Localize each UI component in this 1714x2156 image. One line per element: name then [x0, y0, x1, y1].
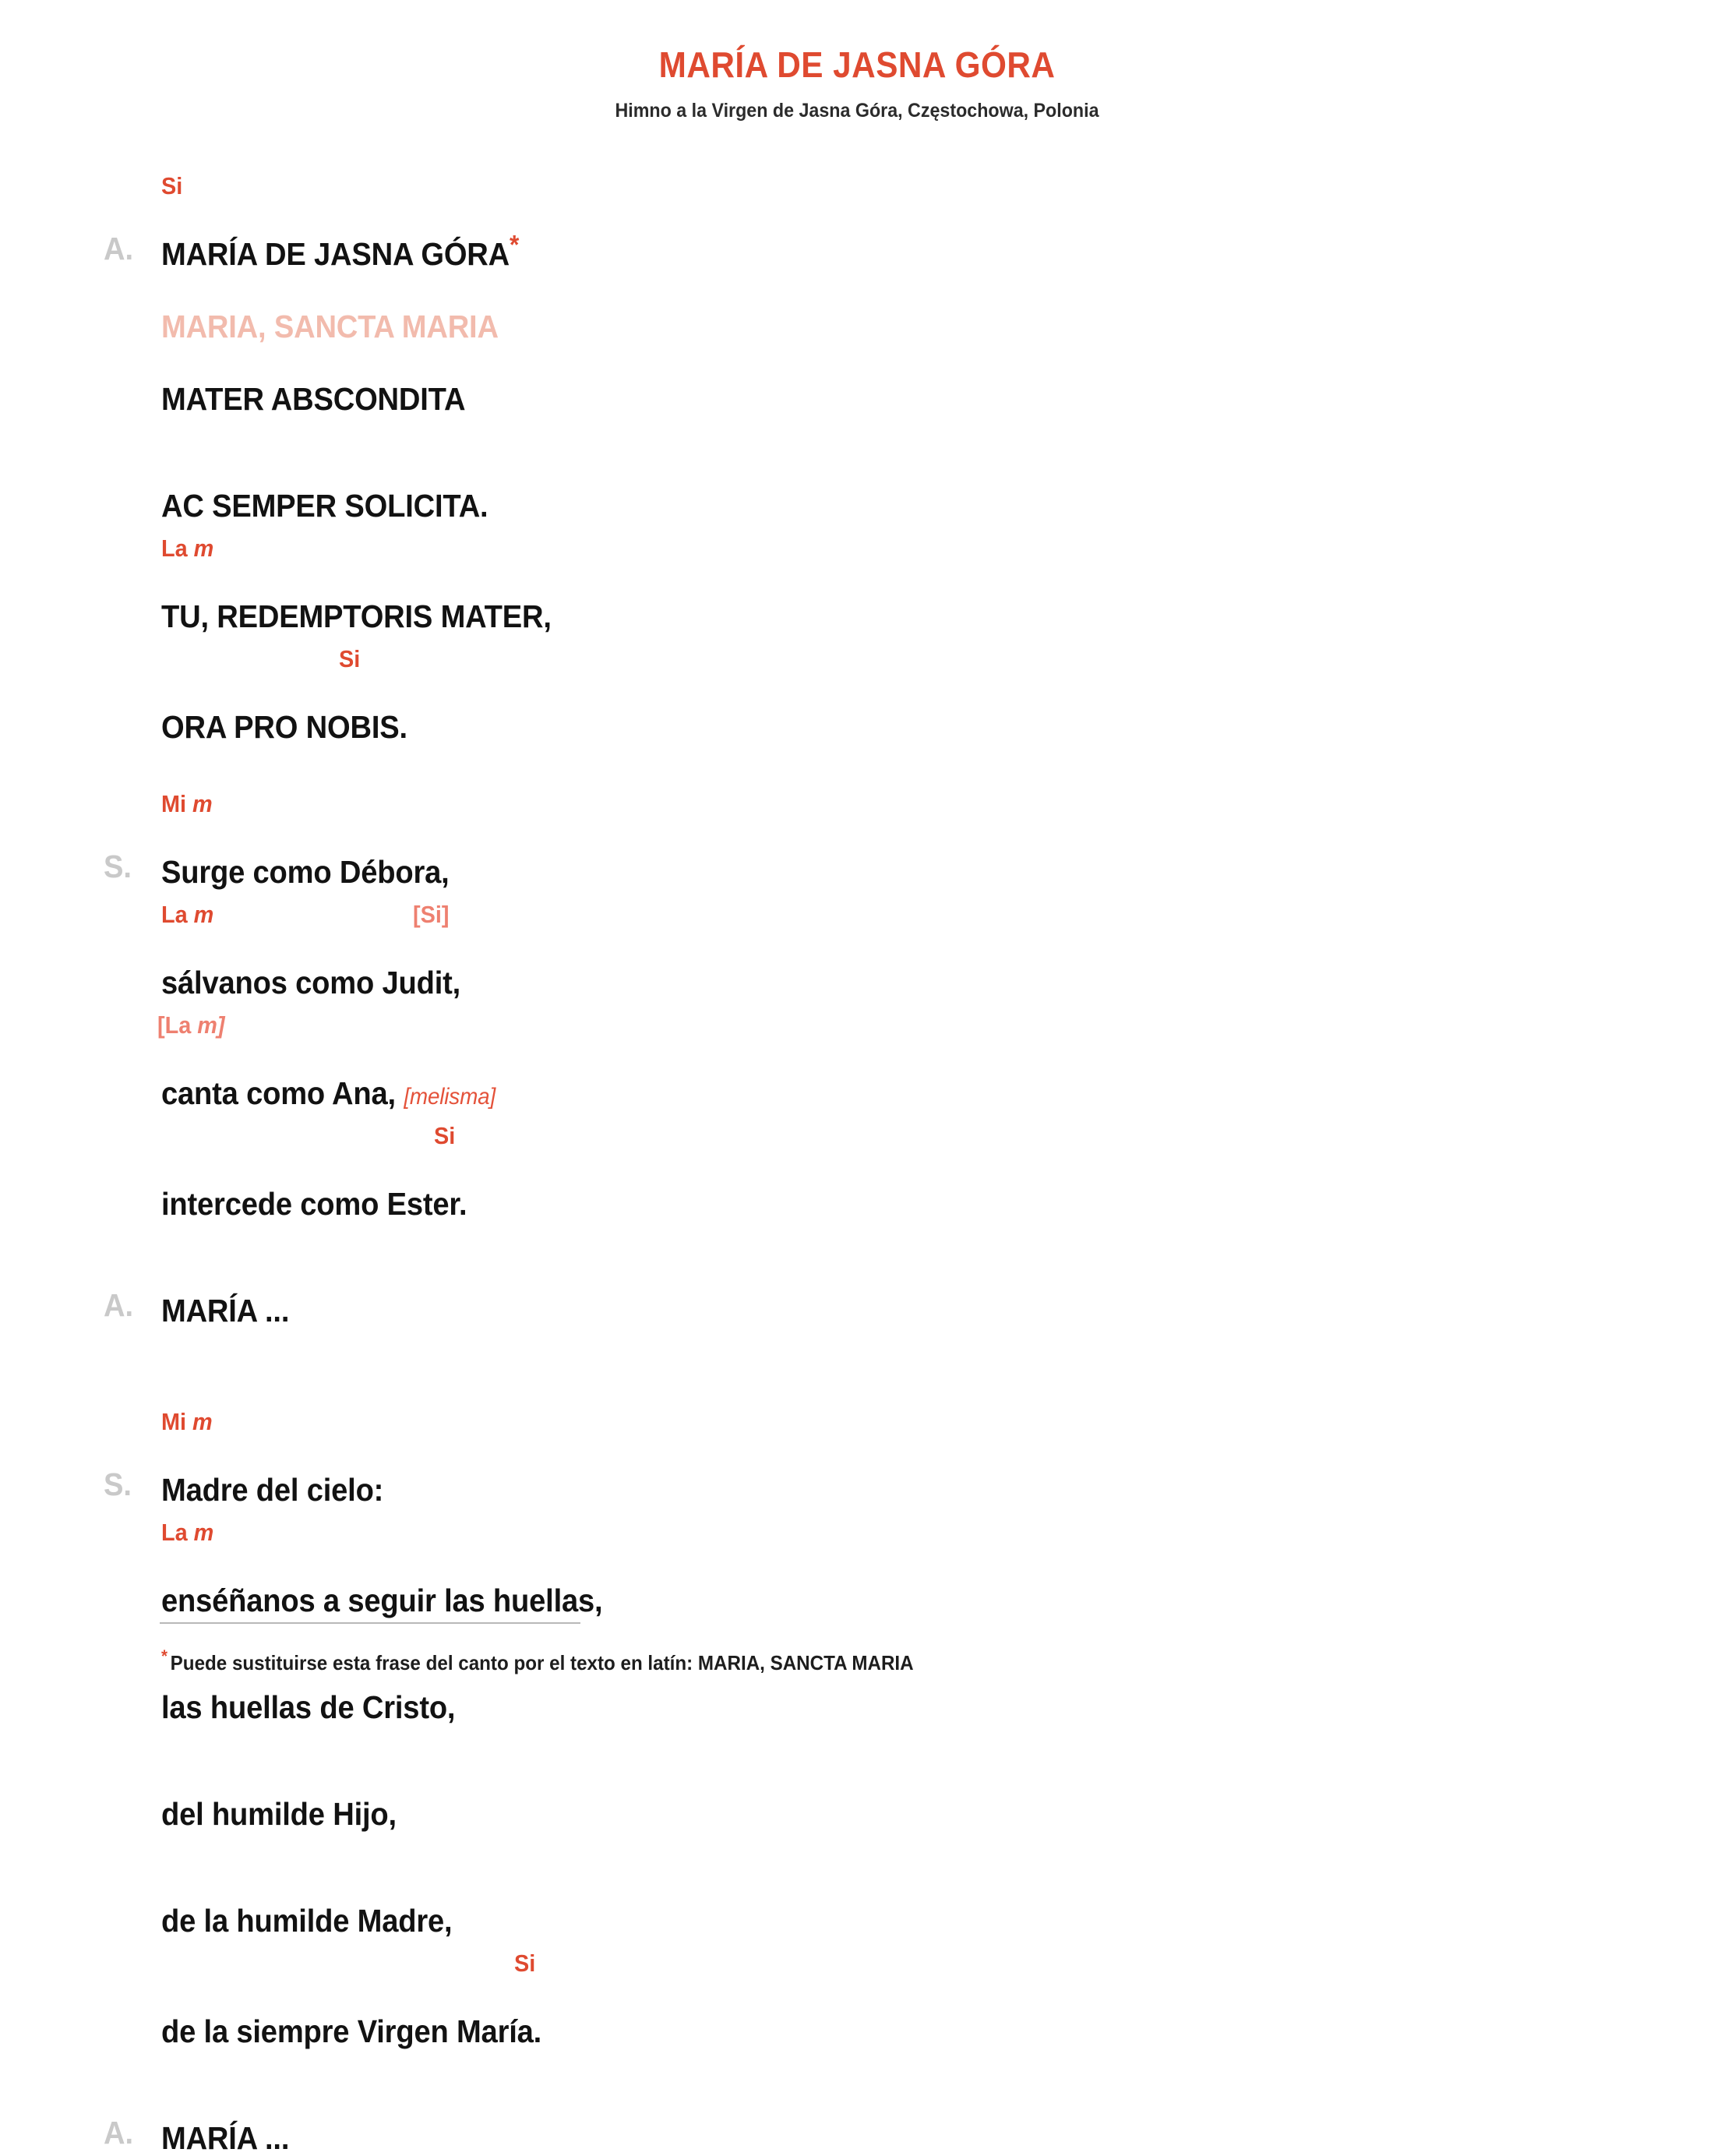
lyric-row [0, 1037, 1714, 1110]
stanza-spacer [0, 1327, 1714, 1361]
stanza-spacer [0, 1220, 1714, 1254]
lyric-row [0, 926, 1714, 999]
lyric-line: MATER ABSCONDITA [161, 381, 466, 417]
chord-label: La m [161, 1519, 214, 1546]
lyric-line: de la humilde Madre, [161, 1903, 453, 1939]
stanza-spacer [0, 1361, 1714, 1396]
chord-label: Si [434, 1122, 456, 1149]
lyric-line: ORA PRO NOBIS. [161, 709, 407, 745]
chord-row [0, 1110, 1714, 1148]
page-header [0, 0, 1714, 122]
song-body [0, 160, 1714, 2154]
lyric-line: las huellas de Cristo, [161, 1689, 456, 1725]
lyric-row [0, 343, 1714, 415]
chord-row [0, 160, 1714, 198]
lyric-line: AC SEMPER SOLICITA. [161, 488, 488, 524]
speaker-marker-soloist: S. [104, 1466, 132, 1502]
stanza-spacer [0, 415, 1714, 450]
lyric-line: de la siempre Virgen María. [161, 2013, 542, 2049]
lyric-row [0, 671, 1714, 743]
chord-row [0, 1506, 1714, 1544]
chord-label: Si [514, 1950, 536, 1977]
lyric-row [0, 560, 1714, 633]
stanza-refrain-cue-1 [0, 1254, 1714, 1396]
footnote-divider [160, 1622, 580, 1624]
lyric-row [0, 198, 1714, 270]
lyric-line: del humilde Hijo, [161, 1796, 397, 1832]
lyric-row [0, 1434, 1714, 1506]
lyric-row [0, 816, 1714, 888]
lyric-line: intercede como Ester. [161, 1186, 467, 1222]
chord-row [0, 633, 1714, 671]
lyric-row [0, 1758, 1714, 1830]
lyric-line-refrain-cue: MARÍA ... [161, 2120, 290, 2156]
lyric-row [0, 1254, 1714, 1327]
chord-row [0, 999, 1714, 1037]
lyric-line-refrain-cue: MARÍA ... [161, 1293, 290, 1329]
chord-row [0, 888, 1714, 926]
speaker-marker-assembly: A. [104, 1287, 134, 1323]
lyric-row [0, 270, 1714, 343]
stanza-verse-1 [0, 778, 1714, 1254]
stanza-refrain-cue-2 [0, 2082, 1714, 2154]
speaker-marker-assembly: A. [104, 231, 134, 266]
page-title: MARÍA DE JASNA GÓRA [658, 44, 1056, 85]
lyric-row [0, 450, 1714, 522]
lyric-line: MARÍA DE JASNA GÓRA* [161, 230, 520, 272]
stanza-spacer [0, 1830, 1714, 1865]
chord-label: La m [161, 535, 214, 562]
lyric-row [0, 1865, 1714, 1937]
chord-label: Mi m [161, 790, 213, 817]
chord-row [0, 778, 1714, 816]
stanza-spacer [0, 743, 1714, 778]
footnote-star-marker: * [161, 1646, 168, 1667]
lyric-row [0, 1544, 1714, 1617]
stanza-refrain-1 [0, 160, 1714, 778]
speaker-marker-soloist: S. [104, 849, 132, 884]
lyric-line: sálvanos como Judit, [161, 965, 461, 1000]
page-subtitle: Himno a la Virgen de Jasna Góra, Częstochowa, Polonia [615, 99, 1099, 122]
lyric-line: TU, REDEMPTORIS MATER, [161, 598, 552, 634]
speaker-marker-assembly: A. [104, 2115, 134, 2151]
lyric-line: Surge como Débora, [161, 854, 450, 890]
lyric-row [0, 1975, 1714, 2048]
lyric-line: Madre del cielo: [161, 1472, 384, 1508]
chord-row [0, 1396, 1714, 1434]
lyric-line-latin-alt: MARIA, SANCTA MARIA [161, 309, 499, 344]
lyric-line: enséñanos a seguir las huellas, [161, 1583, 603, 1618]
footnote-star-marker: * [509, 230, 520, 260]
stanza-spacer [0, 2048, 1714, 2082]
lyric-row [0, 1148, 1714, 1220]
chord-label: Mi m [161, 1408, 213, 1435]
lyric-line: canta como Ana, [melisma] [161, 1075, 496, 1111]
chord-label: Si [339, 645, 361, 672]
chord-label: Si [161, 172, 183, 199]
stanza-verse-2 [0, 1396, 1714, 2082]
lyric-row [0, 2082, 1714, 2154]
chord-label: La m [161, 901, 214, 928]
chord-row [0, 522, 1714, 560]
stanza-spacer [0, 1724, 1714, 1758]
chord-label-optional: [La m] [157, 1011, 225, 1039]
chord-label-optional: [Si] [413, 901, 450, 928]
melisma-annotation: [melisma] [404, 1084, 496, 1110]
chord-row [0, 1937, 1714, 1975]
footnote-text: * Puede sustituirse esta frase del canto por el texto en latín: MARIA, SANCTA MARIA [161, 1646, 914, 1674]
